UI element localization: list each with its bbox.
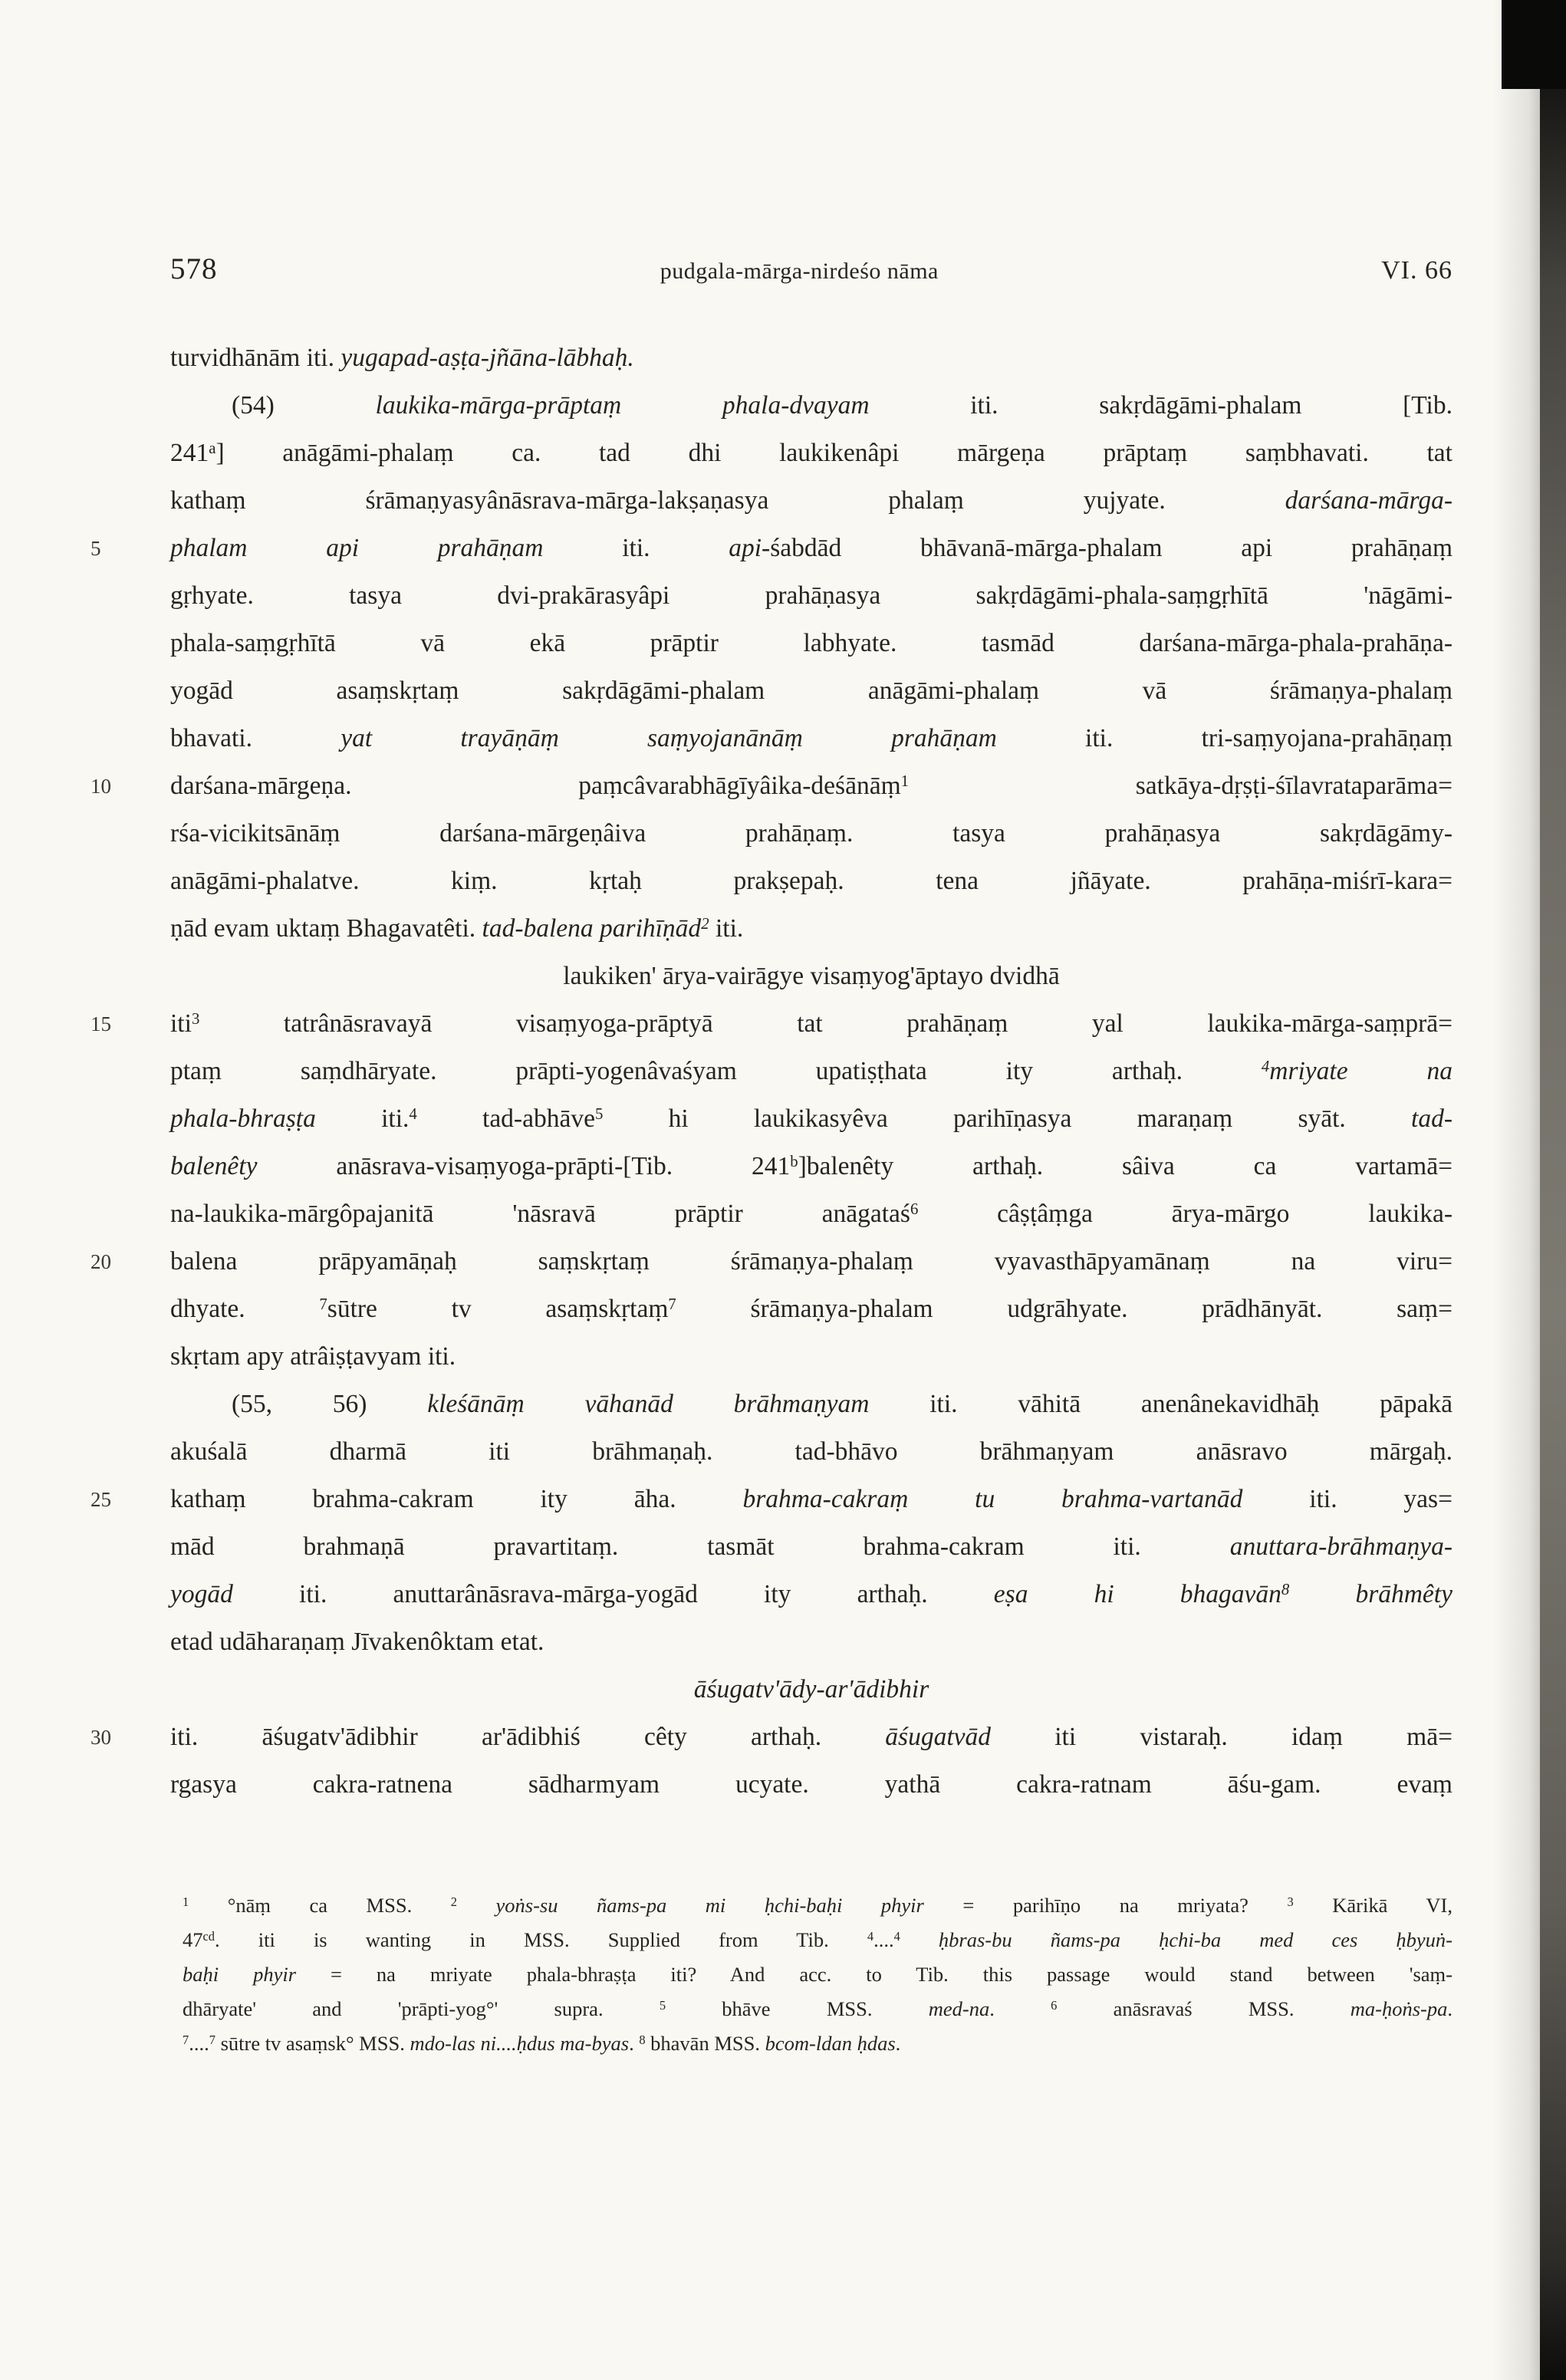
footnote-line <box>183 1923 1452 1957</box>
body-text-line <box>170 477 1452 525</box>
margin-line-number: 30 <box>90 1726 111 1749</box>
text-segment: kleśānāṃ vāhanād brāhmaṇyam <box>427 1390 870 1418</box>
body-text-line <box>170 1571 1452 1618</box>
footnote-marker: 5 <box>594 1104 604 1123</box>
body-text-line <box>170 430 1452 477</box>
footnote-marker: 4 <box>1261 1057 1270 1075</box>
text-segment: iti. āśugatv'ādibhir ar'ādibhiś cêty arthaḥ. <box>170 1723 886 1751</box>
body-text-line <box>170 334 1452 382</box>
text-segment: tad- <box>1411 1104 1452 1133</box>
text-segment: phalam api prahāṇam <box>170 534 544 562</box>
footnote-line <box>183 2026 1452 2061</box>
margin-line-number: 20 <box>90 1250 111 1273</box>
text-segment: iti. <box>315 1104 410 1133</box>
text-segment: yogād <box>170 1580 233 1608</box>
body-text-line <box>170 1048 1452 1095</box>
body-text-line <box>90 525 1452 572</box>
body-text-line <box>170 1095 1452 1143</box>
text-segment: ṇād evam uktaṃ Bhagavatêti. <box>170 914 482 943</box>
footnote-marker: 8 <box>639 2032 646 2047</box>
text-segment: akuśalā dharmā iti brāhmaṇaḥ. tad-bhāvo brāhmaṇyam anāsravo mārgaḥ. <box>170 1437 1452 1466</box>
text-segment: °nāṃ ca MSS. <box>189 1894 451 1917</box>
text-segment: sūtre tv asaṃskṛtaṃ <box>327 1295 669 1323</box>
text-segment: āśugatv'ādy-ar'ādibhir <box>693 1675 929 1704</box>
text-segment: laukika-mārga-prāptaṃ phala-dvayam <box>375 391 870 420</box>
text-segment: iti. anuttarânāsrava-mārga-yogād ity arthaḥ. <box>232 1580 994 1608</box>
body-text-line <box>170 572 1452 620</box>
footnote-marker: 2 <box>701 914 709 933</box>
footnote-marker: 1 <box>900 772 910 790</box>
body-text-line <box>170 953 1452 1000</box>
page-header <box>170 252 1452 286</box>
text-segment: anāgāmi-phalatve. kiṃ. kṛtaḥ prakṣepaḥ. tena jñāyate. prahāṇa-miśrī-kara= <box>170 867 1452 895</box>
text-segment: anāsravaś MSS. <box>1057 1997 1351 2020</box>
text-segment: phala-saṃgṛhītā vā ekā prāptir labhyate. tasmād darśana-mārga-phala-prahāṇa- <box>170 629 1452 657</box>
text-segment: . <box>629 2032 640 2055</box>
text-segment: med-na <box>928 1997 990 2020</box>
footnote-marker: 6 <box>1051 1997 1058 2013</box>
body-text-line <box>170 1190 1452 1238</box>
text-segment: bcom-ldan ḥdas <box>765 2032 896 2055</box>
text-segment: balenêty <box>170 1152 258 1180</box>
body-text-line <box>170 1761 1452 1809</box>
text-segment: iti. vāhitā anenânekavidhāḥ pāpakā <box>869 1390 1453 1418</box>
text-segment: anuttara-brāhmaṇya- <box>1229 1532 1452 1561</box>
text-segment: . <box>989 1997 1051 2020</box>
body-text-line <box>170 382 1452 430</box>
body-text-line <box>170 1381 1452 1428</box>
text-segment: laukiken' ārya-vairāgye visaṃyog'āptayo dvidhā <box>563 962 1060 990</box>
text-segment: 47 <box>183 1928 203 1951</box>
footnote-line <box>183 1957 1452 1992</box>
text-segment: darśana-mārgeṇa. paṃcâvarabhāgīyâika-deśānāṃ <box>170 772 901 800</box>
body-text-line <box>170 1333 1452 1381</box>
text-segment: 241 <box>170 439 209 467</box>
text-segment: ḥbras-bu ñams-pa ḥchi-ba med ces ḥbyuṅ- <box>900 1928 1453 1951</box>
text-segment: iti. tri-saṃyojana-prahāṇaṃ <box>996 724 1452 752</box>
section-reference: VI. 66 <box>1381 256 1452 285</box>
footnote-marker: 7 <box>668 1295 676 1313</box>
text-segment: anāsrava-visaṃyoga-prāpti-[Tib. 241 <box>257 1152 791 1180</box>
footnote-marker: 3 <box>191 1009 200 1028</box>
scan-edge-strip <box>1540 0 1566 2380</box>
text-segment: na-laukika-mārgôpajanitā 'nāsravā prāptir anāgataś <box>170 1200 910 1228</box>
text-segment: iti. yas= <box>1242 1485 1452 1513</box>
text-segment: gṛhyate. tasya dvi-prakārasyâpi prahāṇasya sakṛdāgāmi-phala-saṃgṛhītā 'nāgāmi- <box>170 581 1452 610</box>
text-segment: hi laukikasyêva parihīṇasya maraṇaṃ syāt. <box>603 1104 1412 1133</box>
text-segment: bhavān MSS. <box>645 2032 765 2055</box>
text-segment: dhyate. <box>170 1295 320 1323</box>
body-text-line <box>90 762 1452 810</box>
body-text-line <box>170 1618 1452 1666</box>
footnote-marker: b <box>790 1152 798 1170</box>
text-segment: iti <box>170 1009 192 1038</box>
text-segment: phala-bhraṣṭa <box>170 1104 316 1133</box>
text-segment: etad udāharaṇaṃ Jīvakenôktam etat. <box>170 1628 544 1656</box>
text-segment: turvidhānām iti. <box>170 344 341 372</box>
text-segment: rgasya cakra-ratnena sādharmyam ucyate. yathā cakra-ratnam āśu-gam. evaṃ <box>170 1770 1452 1799</box>
text-segment: -śabdād bhāvanā-mārga-phalam api prahāṇaṃ <box>762 534 1452 562</box>
text-segment: brāhmêty <box>1289 1580 1452 1608</box>
body-text-line <box>170 1666 1452 1713</box>
body-text-line <box>90 1238 1452 1285</box>
footnote-marker: 7 <box>209 2032 215 2047</box>
text-segment: tatrânāsravayā visaṃyoga-prāptyā tat prahāṇaṃ yal laukika-mārga-saṃprā= <box>199 1009 1452 1038</box>
text-segment: = parihīṇo na mriyata? <box>923 1894 1288 1917</box>
text-segment: tad-abhāve <box>416 1104 595 1133</box>
footnote-marker: a <box>209 439 216 457</box>
text-segment: iti vistaraḥ. idaṃ mā= <box>991 1723 1452 1751</box>
body-text-line <box>170 810 1452 858</box>
footnote-marker: cd <box>202 1928 215 1944</box>
text-segment: Kārikā VI, <box>1293 1894 1452 1917</box>
text-segment: . <box>895 2032 901 2055</box>
text-segment: câṣṭâṃga ārya-mārgo laukika- <box>918 1200 1452 1228</box>
text-segment: mdo-las ni....ḥdus ma-byas <box>410 2032 630 2055</box>
text-segment: iti. <box>709 914 744 943</box>
text-segment: yugapad-aṣṭa-jñāna-lābhaḥ. <box>341 344 634 372</box>
text-segment: śrāmaṇya-phalam udgrāhyate. prādhānyāt. saṃ= <box>676 1295 1452 1323</box>
text-segment: mriyate na <box>1269 1057 1452 1085</box>
body-text-line <box>170 1428 1452 1476</box>
text-segment: darśana-mārga- <box>1285 486 1452 515</box>
footnote-line <box>183 1992 1452 2026</box>
text-segment: rśa-vicikitsānāṃ darśana-mārgeṇâiva prahāṇaṃ. tasya prahāṇasya sakṛdāgāmy- <box>170 819 1452 848</box>
text-segment: yoṅs-su ñams-pa mi ḥchi-baḥi phyir <box>456 1894 924 1917</box>
body-text-line <box>170 1523 1452 1571</box>
footnote-marker: 5 <box>659 1997 666 2013</box>
text-segment: eṣa hi bhagavān <box>993 1580 1281 1608</box>
text-segment: (54) <box>232 391 376 420</box>
text-segment: baḥi phyir <box>183 1963 297 1986</box>
body-text-line <box>170 858 1452 905</box>
text-segment: (55, 56) <box>232 1390 428 1418</box>
text-segment: api <box>729 534 762 562</box>
footnotes <box>183 1888 1452 2061</box>
footnote-marker: 4 <box>867 1928 874 1944</box>
footnote-marker: 2 <box>450 1894 457 1909</box>
text-segment: āśugatvād <box>885 1723 992 1751</box>
text-segment: ptaṃ saṃdhāryate. prāpti-yogenâvaśyam upatiṣṭhata ity arthaḥ. <box>170 1057 1262 1085</box>
body-text-line <box>170 667 1452 715</box>
footnote-marker: 6 <box>910 1200 919 1218</box>
text-segment: bhāve MSS. <box>666 1997 929 2020</box>
text-segment: .... <box>873 1928 894 1951</box>
body-text-line <box>170 715 1452 762</box>
text-segment: ]balenêty arthaḥ. sâiva ca vartamā= <box>798 1152 1452 1180</box>
body-text-line <box>170 620 1452 667</box>
text-segment: skṛtam apy atrâiṣṭavyam iti. <box>170 1342 456 1371</box>
running-title: pudgala-mārga-nirdeśo nāma <box>660 258 939 284</box>
body-text <box>90 334 1453 1809</box>
body-text-line <box>90 1000 1452 1048</box>
body-text-line <box>170 1285 1452 1333</box>
body-text-line <box>90 1476 1452 1523</box>
text-segment: = na mriyate phala-bhraṣṭa iti? And acc. to Tib. this passage would stand between 'saṃ- <box>296 1963 1452 1986</box>
footnote-marker: 7 <box>319 1295 327 1313</box>
margin-line-number: 25 <box>90 1488 111 1511</box>
text-segment: brahma-cakraṃ tu brahma-vartanād <box>742 1485 1243 1513</box>
body-text-line <box>170 1143 1452 1190</box>
text-segment: iti. <box>543 534 729 562</box>
footnote-marker: 7 <box>183 2032 189 2047</box>
text-segment: iti. sakṛdāgāmi-phalam [Tib. <box>869 391 1452 420</box>
page-number: 578 <box>170 252 218 285</box>
text-segment: satkāya-dṛṣṭi-śīlavrataparāma= <box>909 772 1452 800</box>
text-segment: kathaṃ śrāmaṇyasyânāsrava-mārga-lakṣaṇasya phalaṃ yujyate. <box>170 486 1285 515</box>
body-text-line <box>90 1713 1452 1761</box>
text-segment: tad-balena parihīṇād <box>482 914 702 943</box>
scan-edge-corner <box>1502 0 1566 89</box>
text-segment: ] anāgāmi-phalaṃ ca. tad dhi laukikenâpi mārgeṇa prāptaṃ saṃbhavati. tat <box>215 439 1452 467</box>
footnote-marker: 4 <box>409 1104 417 1123</box>
footnote-marker: 8 <box>1281 1580 1290 1598</box>
text-segment: dhāryate' and 'prāpti-yog°' supra. <box>183 1997 660 2020</box>
text-segment: ma-ḥoṅs-pa <box>1350 1997 1448 2020</box>
text-segment: kathaṃ brahma-cakram ity āha. <box>170 1485 743 1513</box>
text-segment: mād brahmaṇā pravartitaṃ. tasmāt brahma-cakram iti. <box>170 1532 1230 1561</box>
text-segment: bhavati. <box>170 724 341 752</box>
text-segment: sūtre tv asaṃsk° MSS. <box>215 2032 410 2055</box>
text-segment: . iti is wanting in MSS. Supplied from Tib. <box>215 1928 867 1951</box>
footnote-marker: 1 <box>183 1894 189 1909</box>
text-segment: yogād asaṃskṛtaṃ sakṛdāgāmi-phalam anāgāmi-phalaṃ vā śrāmaṇya-phalaṃ <box>170 676 1452 705</box>
footnote-marker: 4 <box>893 1928 900 1944</box>
margin-line-number: 5 <box>90 537 101 560</box>
margin-line-number: 15 <box>90 1012 111 1035</box>
margin-line-number: 10 <box>90 775 111 798</box>
text-segment: yat trayāṇāṃ saṃyojanānāṃ prahāṇam <box>341 724 997 752</box>
text-segment: .... <box>189 2032 209 2055</box>
footnote-line <box>183 1888 1452 1923</box>
text-segment: balena prāpyamāṇaḥ saṃskṛtaṃ śrāmaṇya-phalaṃ vyavasthāpyamānaṃ na viru= <box>170 1247 1452 1276</box>
body-text-line <box>170 905 1452 953</box>
footnote-marker: 3 <box>1287 1894 1294 1909</box>
text-segment: . <box>1447 1997 1452 2020</box>
